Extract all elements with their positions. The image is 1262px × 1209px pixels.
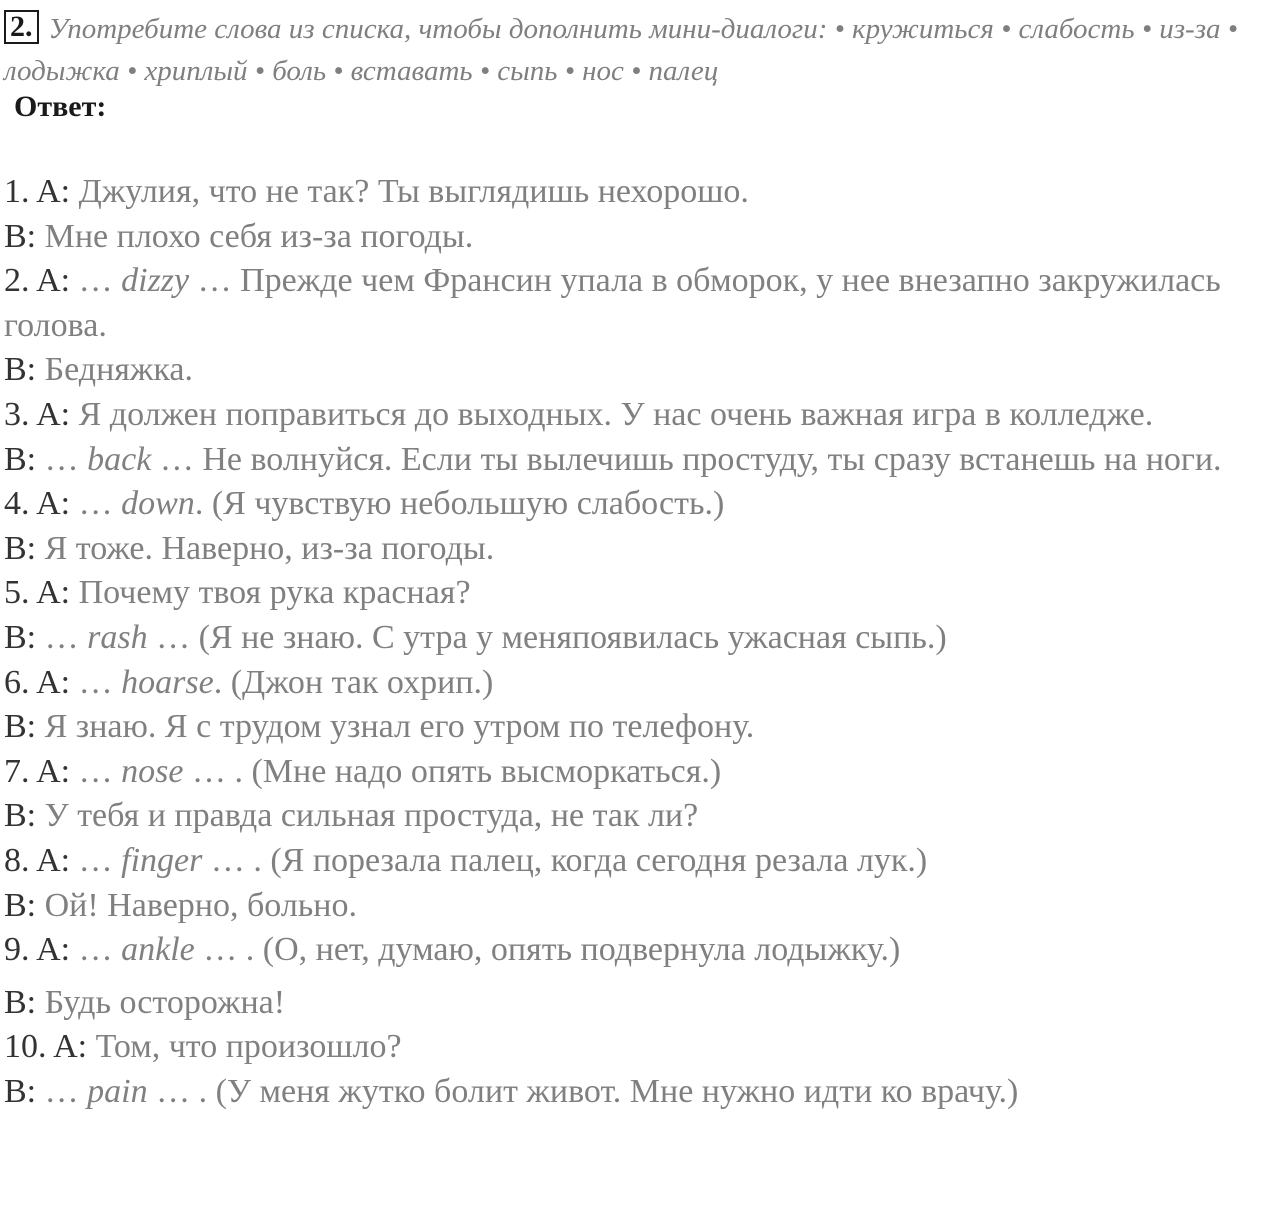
line-text: … — [70, 752, 122, 790]
dialogue-line — [4, 839, 1260, 884]
line-text: Будь осторожна! — [36, 983, 286, 1021]
speaker-marker: B: — [4, 217, 37, 255]
answer-word: finger — [121, 841, 203, 879]
speaker-marker: B: — [4, 440, 37, 478]
dialogue-line — [4, 393, 1260, 438]
speaker-marker: B: — [4, 797, 37, 835]
dialogue-line — [4, 259, 1260, 348]
line-text: Я тоже. Наверно, из-за погоды. — [36, 529, 495, 567]
line-text-after: . (Джон так охрип.) — [213, 663, 494, 701]
dialogue-line — [4, 482, 1260, 527]
speaker-marker: B: — [4, 886, 37, 924]
speaker-marker: B: — [4, 983, 37, 1021]
dialogue-line — [4, 928, 1260, 973]
speaker-marker: 3. A: — [4, 395, 71, 433]
answer-word: nose — [121, 752, 184, 790]
speaker-marker: B: — [4, 618, 37, 656]
dialogue-line — [4, 527, 1260, 572]
speaker-marker: 7. A: — [4, 752, 71, 790]
speaker-marker: 8. A: — [4, 841, 71, 879]
speaker-marker: B: — [4, 708, 37, 746]
dialogue-line — [4, 981, 1260, 1026]
answer-word: hoarse — [121, 663, 214, 701]
answer-word: ankle — [121, 931, 195, 969]
line-text: Джулия, что не так? Ты выглядишь нехорошо. — [70, 173, 749, 210]
dialogue-line — [4, 616, 1260, 661]
line-text: … — [36, 618, 88, 656]
line-text-after: … . (О, нет, думаю, опять подвернула лодыжку.) — [194, 931, 901, 969]
dialogue-line — [4, 438, 1260, 483]
dialogue-line — [4, 170, 1260, 215]
line-text: … — [70, 485, 122, 523]
line-text-after: … . (Я порезала палец, когда сегодня резала лук.) — [202, 841, 928, 879]
speaker-marker: 10. A: — [4, 1028, 88, 1066]
task-number: 2. — [4, 10, 39, 44]
dialogue-line — [4, 571, 1260, 616]
answer-heading: Ответ: — [14, 90, 107, 123]
line-text: Мне плохо себя из-за погоды. — [36, 217, 474, 255]
line-text: … — [70, 931, 122, 969]
line-text-after: … . (Мне надо опять высморкаться.) — [183, 752, 722, 790]
line-text: … — [70, 663, 122, 701]
line-text: Бедняжка. — [36, 351, 194, 389]
speaker-marker: B: — [4, 529, 37, 567]
dialogue-line — [4, 794, 1260, 839]
task-header — [4, 8, 1254, 92]
speaker-marker: 2. A: — [4, 262, 71, 300]
answer-word: down — [121, 485, 195, 523]
dialogue-line — [4, 661, 1260, 706]
speaker-marker: 9. A: — [4, 931, 71, 969]
dialogue-list — [4, 170, 1260, 1114]
line-text-after: … Прежде чем Франсин упала в обморок, у нее внезапно закружилась голова. — [4, 262, 1221, 344]
line-text: Я знаю. Я с трудом узнал его утром по телефону. — [36, 708, 755, 746]
dialogue-line — [4, 1070, 1260, 1115]
line-text: … — [36, 1072, 88, 1110]
speaker-marker: B: — [4, 1072, 37, 1110]
speaker-marker: 5. A: — [4, 574, 71, 612]
speaker-marker: 6. A: — [4, 663, 71, 701]
line-text-after: … (Я не знаю. С утра у меняпоявилась ужасная сыпь.) — [147, 618, 947, 656]
dialogue-line — [4, 750, 1260, 795]
dialogue-line — [4, 1025, 1260, 1070]
dialogue-line — [4, 215, 1260, 260]
answer-word: pain — [87, 1072, 148, 1110]
line-text: … — [70, 262, 122, 300]
line-text: … — [36, 440, 88, 478]
line-text: … — [70, 841, 122, 879]
task-instruction: Употребите слова из списка, чтобы дополнить мини-диалоги: • кружиться • слабость • из-за • лодыжка • хриплый • боль • вставать • сыпь • нос • палец — [4, 13, 1238, 87]
dialogue-line — [4, 884, 1260, 929]
dialogue-line — [4, 705, 1260, 750]
answer-word: back — [87, 440, 152, 478]
speaker-marker: 1. A: — [4, 173, 71, 210]
line-text: Я должен поправиться до выходных. У нас очень важная игра в колледже. — [70, 395, 1154, 433]
line-text-after: … Не волнуйся. Если ты вылечишь простуду, ты сразу встанешь на ноги. — [151, 440, 1222, 478]
line-text: Ой! Наверно, больно. — [36, 886, 357, 924]
speaker-marker: 4. A: — [4, 485, 71, 523]
line-text: Почему твоя рука красная? — [70, 574, 471, 612]
answer-word: dizzy — [121, 262, 190, 300]
dialogue-line — [4, 348, 1260, 393]
line-text: Том, что произошло? — [87, 1028, 402, 1066]
line-text: У тебя и правда сильная простуда, не так ли? — [36, 797, 699, 835]
line-text-after: … . (У меня жутко болит живот. Мне нужно идти ко врачу.) — [147, 1072, 1019, 1110]
line-text-after: . (Я чувствую небольшую слабость.) — [194, 485, 725, 523]
answer-word: rash — [87, 618, 148, 656]
speaker-marker: B: — [4, 351, 37, 389]
